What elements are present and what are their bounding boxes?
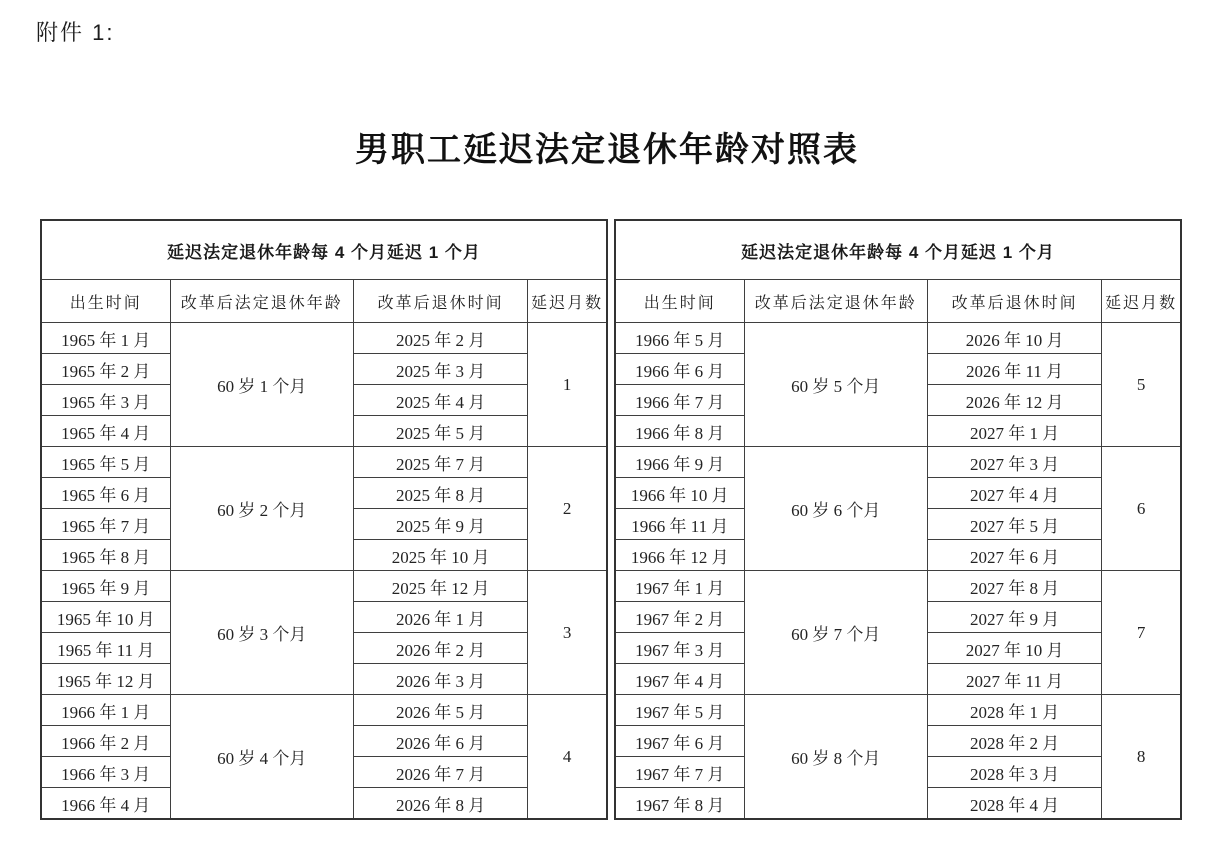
column-header-row — [41, 280, 607, 323]
birth-month-cell: 1965 年 7 月 — [41, 509, 170, 540]
birth-month-cell: 1965 年 1 月 — [41, 323, 170, 354]
birth-month-cell: 1967 年 5 月 — [615, 695, 744, 726]
retirement-date-cell: 2025 年 7 月 — [353, 447, 527, 478]
retirement-date-cell: 2026 年 8 月 — [353, 788, 527, 820]
column-header-delay-months: 延迟月数 — [528, 280, 607, 323]
birth-month-cell: 1965 年 2 月 — [41, 354, 170, 385]
birth-month-cell: 1966 年 10 月 — [615, 478, 744, 509]
retirement-date-cell: 2027 年 11 月 — [927, 664, 1101, 695]
retirement-age-cell: 60 岁 3 个月 — [170, 571, 353, 695]
birth-month-cell: 1966 年 5 月 — [615, 323, 744, 354]
birth-month-cell: 1967 年 2 月 — [615, 602, 744, 633]
delay-months-cell: 6 — [1102, 447, 1181, 571]
birth-month-cell: 1967 年 3 月 — [615, 633, 744, 664]
table-row — [615, 323, 1181, 354]
retirement-age-cell: 60 岁 7 个月 — [744, 571, 927, 695]
table-row — [41, 323, 607, 354]
birth-month-cell: 1967 年 4 月 — [615, 664, 744, 695]
retirement-table-left — [40, 219, 608, 820]
table-row — [615, 447, 1181, 478]
retirement-date-cell: 2028 年 3 月 — [927, 757, 1101, 788]
page-title: 男职工延迟法定退休年龄对照表 — [355, 132, 859, 169]
birth-month-cell: 1965 年 10 月 — [41, 602, 170, 633]
retirement-date-cell: 2028 年 1 月 — [927, 695, 1101, 726]
birth-month-cell: 1966 年 4 月 — [41, 788, 170, 820]
retirement-date-cell: 2026 年 3 月 — [353, 664, 527, 695]
column-header-retire-date: 改革后退休时间 — [927, 280, 1101, 323]
delay-months-cell: 8 — [1102, 695, 1181, 820]
birth-month-cell: 1967 年 7 月 — [615, 757, 744, 788]
birth-month-cell: 1967 年 8 月 — [615, 788, 744, 820]
delay-months-cell: 3 — [528, 571, 607, 695]
birth-month-cell: 1967 年 1 月 — [615, 571, 744, 602]
birth-month-cell: 1965 年 9 月 — [41, 571, 170, 602]
retirement-date-cell: 2027 年 8 月 — [927, 571, 1101, 602]
birth-month-cell: 1965 年 12 月 — [41, 664, 170, 695]
birth-month-cell: 1966 年 12 月 — [615, 540, 744, 571]
group-header: 延迟法定退休年龄每 4 个月延迟 1 个月 — [41, 220, 607, 280]
retirement-date-cell: 2025 年 8 月 — [353, 478, 527, 509]
retirement-age-cell: 60 岁 2 个月 — [170, 447, 353, 571]
retirement-date-cell: 2028 年 2 月 — [927, 726, 1101, 757]
table-row — [615, 695, 1181, 726]
retirement-date-cell: 2025 年 9 月 — [353, 509, 527, 540]
retirement-date-cell: 2027 年 5 月 — [927, 509, 1101, 540]
table-row — [615, 571, 1181, 602]
retirement-date-cell: 2025 年 2 月 — [353, 323, 527, 354]
delay-months-cell: 2 — [528, 447, 607, 571]
retirement-date-cell: 2025 年 3 月 — [353, 354, 527, 385]
birth-month-cell: 1966 年 3 月 — [41, 757, 170, 788]
retirement-date-cell: 2026 年 1 月 — [353, 602, 527, 633]
retirement-date-cell: 2026 年 7 月 — [353, 757, 527, 788]
retirement-date-cell: 2026 年 10 月 — [927, 323, 1101, 354]
retirement-date-cell: 2027 年 6 月 — [927, 540, 1101, 571]
birth-month-cell: 1965 年 6 月 — [41, 478, 170, 509]
column-header-retire-date: 改革后退休时间 — [353, 280, 527, 323]
retirement-table-container — [40, 219, 1182, 820]
retirement-age-cell: 60 岁 1 个月 — [170, 323, 353, 447]
retirement-date-cell: 2027 年 1 月 — [927, 416, 1101, 447]
column-header-birth-date: 出生时间 — [41, 280, 170, 323]
retirement-date-cell: 2027 年 4 月 — [927, 478, 1101, 509]
column-header-statutory-age: 改革后法定退休年龄 — [170, 280, 353, 323]
column-header-statutory-age: 改革后法定退休年龄 — [744, 280, 927, 323]
table-row — [41, 447, 607, 478]
table-row — [41, 695, 607, 726]
column-header-row — [615, 280, 1181, 323]
birth-month-cell: 1966 年 9 月 — [615, 447, 744, 478]
retirement-date-cell: 2026 年 6 月 — [353, 726, 527, 757]
birth-month-cell: 1966 年 1 月 — [41, 695, 170, 726]
retirement-date-cell: 2025 年 12 月 — [353, 571, 527, 602]
retirement-table-right — [614, 219, 1182, 820]
birth-month-cell: 1966 年 11 月 — [615, 509, 744, 540]
birth-month-cell: 1966 年 7 月 — [615, 385, 744, 416]
birth-month-cell: 1965 年 8 月 — [41, 540, 170, 571]
table-row — [41, 571, 607, 602]
attachment-label: 附件 1: — [36, 20, 115, 45]
birth-month-cell: 1966 年 8 月 — [615, 416, 744, 447]
group-header-row — [615, 220, 1181, 280]
birth-month-cell: 1965 年 11 月 — [41, 633, 170, 664]
retirement-date-cell: 2026 年 12 月 — [927, 385, 1101, 416]
retirement-age-cell: 60 岁 6 个月 — [744, 447, 927, 571]
birth-month-cell: 1965 年 4 月 — [41, 416, 170, 447]
birth-month-cell: 1966 年 6 月 — [615, 354, 744, 385]
column-header-birth-date: 出生时间 — [615, 280, 744, 323]
group-header-row — [41, 220, 607, 280]
retirement-date-cell: 2027 年 9 月 — [927, 602, 1101, 633]
retirement-date-cell: 2028 年 4 月 — [927, 788, 1101, 820]
delay-months-cell: 5 — [1102, 323, 1181, 447]
retirement-date-cell: 2025 年 5 月 — [353, 416, 527, 447]
retirement-age-cell: 60 岁 4 个月 — [170, 695, 353, 820]
retirement-date-cell: 2026 年 2 月 — [353, 633, 527, 664]
retirement-age-cell: 60 岁 5 个月 — [744, 323, 927, 447]
delay-months-cell: 1 — [528, 323, 607, 447]
retirement-date-cell: 2026 年 5 月 — [353, 695, 527, 726]
birth-month-cell: 1967 年 6 月 — [615, 726, 744, 757]
table-body-left — [41, 323, 607, 820]
birth-month-cell: 1965 年 5 月 — [41, 447, 170, 478]
retirement-age-cell: 60 岁 8 个月 — [744, 695, 927, 820]
column-header-delay-months: 延迟月数 — [1102, 280, 1181, 323]
birth-month-cell: 1966 年 2 月 — [41, 726, 170, 757]
group-header: 延迟法定退休年龄每 4 个月延迟 1 个月 — [615, 220, 1181, 280]
retirement-date-cell: 2027 年 10 月 — [927, 633, 1101, 664]
retirement-date-cell: 2027 年 3 月 — [927, 447, 1101, 478]
retirement-date-cell: 2026 年 11 月 — [927, 354, 1101, 385]
birth-month-cell: 1965 年 3 月 — [41, 385, 170, 416]
table-body-right — [615, 323, 1181, 820]
retirement-date-cell: 2025 年 4 月 — [353, 385, 527, 416]
delay-months-cell: 7 — [1102, 571, 1181, 695]
delay-months-cell: 4 — [528, 695, 607, 820]
retirement-date-cell: 2025 年 10 月 — [353, 540, 527, 571]
